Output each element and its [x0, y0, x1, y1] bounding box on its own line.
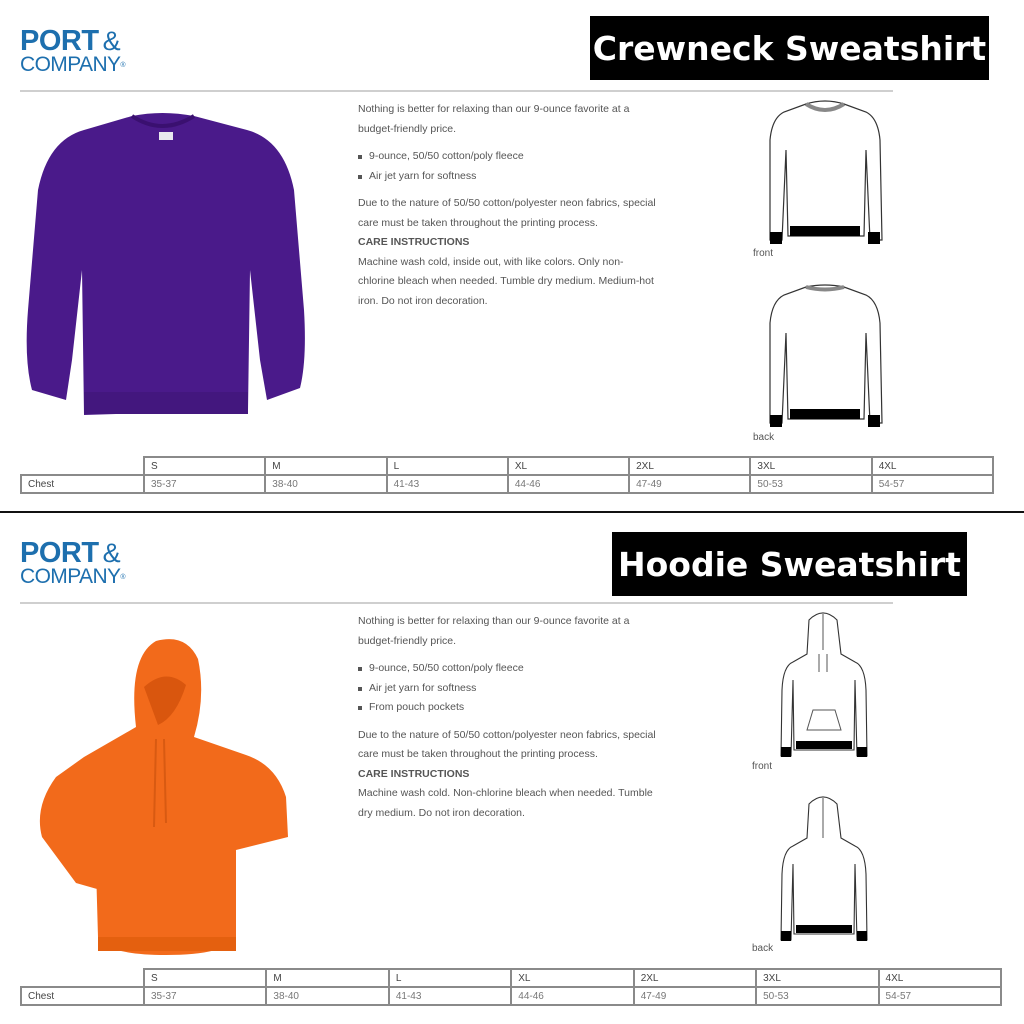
product-description — [358, 612, 658, 823]
row-label: Chest — [21, 987, 144, 1005]
feature-list — [358, 659, 658, 718]
front-label: front — [752, 761, 773, 772]
hoodie-panel — [0, 513, 1024, 1024]
hoodie-front-flat-icon — [779, 610, 869, 760]
product-description — [358, 100, 658, 311]
crewneck-front-flat-icon — [766, 100, 884, 248]
port-company-logo — [20, 27, 125, 75]
size-cell: S — [144, 457, 265, 475]
chest-row — [21, 987, 1001, 1005]
feature-item: Air jet yarn for softness — [358, 679, 658, 699]
chest-cell: 54-57 — [872, 475, 993, 493]
chest-cell: 54-57 — [879, 987, 1001, 1005]
header-divider — [20, 602, 893, 604]
feature-item: From pouch pockets — [358, 698, 658, 718]
size-cell: L — [387, 457, 508, 475]
chest-row — [21, 475, 993, 493]
logo-port: PORT — [20, 537, 99, 569]
size-chart-table — [20, 456, 994, 494]
fabric-note: Due to the nature of 50/50 cotton/polyester neon fabrics, special care must be taken throughout the printing process. — [358, 728, 656, 760]
intro-text: Nothing is better for relaxing than our 9-ounce favorite at a budget-friendly price. — [358, 615, 630, 647]
logo-company: COMPANY — [20, 53, 121, 76]
feature-item: 9-ounce, 50/50 cotton/poly fleece — [358, 147, 658, 167]
size-cell: 4XL — [879, 969, 1001, 987]
logo-amp: & — [102, 26, 121, 56]
size-header-row — [21, 969, 1001, 987]
blank-cell — [21, 969, 144, 987]
blank-cell — [21, 457, 144, 475]
care-heading: CARE INSTRUCTIONS — [358, 767, 470, 780]
care-text: Machine wash cold, inside out, with like colors. Only non-chlorine bleach when needed. Tumble dry medium. Medium-hot iron. Do not iron decoration. — [358, 255, 654, 307]
port-company-logo — [20, 539, 125, 587]
logo-registered: ® — [120, 61, 125, 69]
size-cell: L — [389, 969, 511, 987]
chest-cell: 50-53 — [756, 987, 878, 1005]
feature-item: 9-ounce, 50/50 cotton/poly fleece — [358, 659, 658, 679]
size-cell: 3XL — [750, 457, 871, 475]
chest-cell: 50-53 — [750, 475, 871, 493]
size-cell: 2XL — [629, 457, 750, 475]
chest-cell: 44-46 — [508, 475, 629, 493]
product-title: Crewneck Sweatshirt — [590, 16, 989, 80]
front-label: front — [753, 248, 774, 259]
size-cell: M — [265, 457, 386, 475]
fabric-note: Due to the nature of 50/50 cotton/polyester neon fabrics, special care must be taken throughout the printing process. — [358, 197, 656, 229]
logo-amp: & — [102, 538, 121, 568]
chest-cell: 38-40 — [266, 987, 388, 1005]
logo-registered: ® — [120, 573, 125, 581]
size-cell: XL — [511, 969, 633, 987]
size-chart-table — [20, 968, 1002, 1006]
hoodie-back-flat-icon — [779, 794, 869, 944]
size-cell: 4XL — [872, 457, 993, 475]
row-label: Chest — [21, 475, 144, 493]
feature-item: Air jet yarn for softness — [358, 167, 658, 187]
chest-cell: 35-37 — [144, 987, 266, 1005]
logo-port: PORT — [20, 25, 99, 57]
logo-company: COMPANY — [20, 565, 121, 588]
hoodie-photo — [36, 637, 294, 957]
chest-cell: 41-43 — [387, 475, 508, 493]
chest-cell: 44-46 — [511, 987, 633, 1005]
chest-cell: 47-49 — [629, 475, 750, 493]
size-cell: M — [266, 969, 388, 987]
care-text: Machine wash cold. Non-chlorine bleach when needed. Tumble dry medium. Do not iron decoration. — [358, 787, 653, 819]
size-cell: XL — [508, 457, 629, 475]
size-cell: S — [144, 969, 266, 987]
size-cell: 3XL — [756, 969, 878, 987]
chest-cell: 38-40 — [265, 475, 386, 493]
chest-cell: 41-43 — [389, 987, 511, 1005]
feature-list — [358, 147, 658, 186]
back-label: back — [752, 943, 774, 954]
care-heading: CARE INSTRUCTIONS — [358, 236, 470, 248]
header-divider — [20, 90, 893, 92]
intro-text: Nothing is better for relaxing than our 9-ounce favorite at a budget-friendly price. — [358, 103, 630, 135]
product-title: Hoodie Sweatshirt — [612, 532, 967, 596]
size-cell: 2XL — [634, 969, 756, 987]
size-header-row — [21, 457, 993, 475]
crewneck-photo — [22, 110, 307, 420]
chest-cell: 47-49 — [634, 987, 756, 1005]
chest-cell: 35-37 — [144, 475, 265, 493]
back-label: back — [753, 432, 775, 443]
crewneck-back-flat-icon — [766, 283, 884, 431]
